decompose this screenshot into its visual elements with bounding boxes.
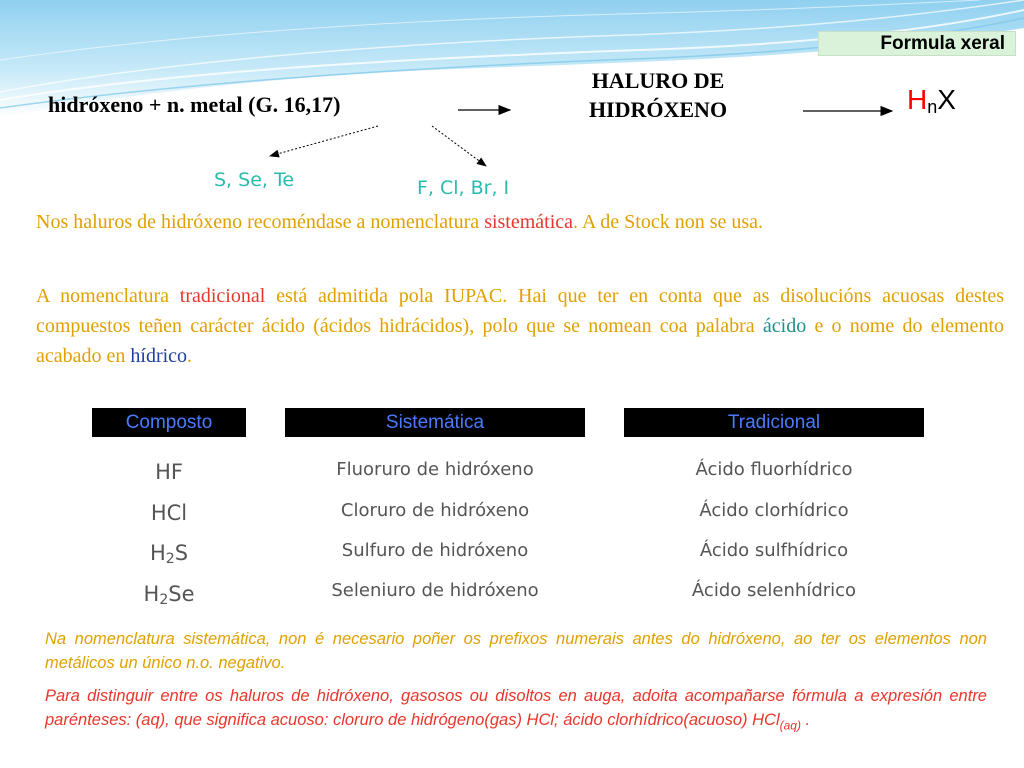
group17-elements: F, Cl, Br, I [417,177,510,199]
cell-traditional: Ácido clorhídrico [699,500,849,521]
formula-x: X [937,84,956,115]
cell-formula: $H_2S$ [149,541,189,567]
cell-traditional: Ácido sulfhídrico [699,540,849,561]
cell-systematic: Fluoruro de hidróxeno [336,459,534,480]
table-header-compound: Composto [92,408,246,437]
formula-badge: Formula xeral [818,31,1016,56]
group16-elements: S, Se, Te [214,169,295,191]
p2-highlight-traditional: tradicional [179,285,266,307]
formula-h: H [907,84,928,115]
p1-text: Nos haluros de hidróxeno recoméndase a nomenclatura [36,211,485,233]
note2-tail: . [800,711,811,729]
paragraph-systematic [36,207,1004,237]
paragraph-traditional [36,281,1004,371]
general-formula [907,84,956,118]
p2-text-mid2: e o nome do elemento acabado en [36,315,1004,367]
reaction-reactants: hidróxeno + n. metal (G. 16,17) [48,92,341,117]
table-header-systematic: Sistemática [285,408,585,437]
cell-traditional: Ácido selenhídrico [691,580,857,601]
dotted-arrow-group17 [432,126,486,166]
formula-n: n [927,97,938,117]
note2-sub: (aq) [779,718,801,733]
cell-systematic: Sulfuro de hidróxeno [341,540,529,561]
dotted-arrow-group16 [270,126,378,156]
p2-text-mid: está admitida pola IUPAC. Hai que ter en conta que as disolucións acuosas destes compuestos teñen carácter ácido (ácidos hidrácidos), polo que se nomean coa palabra [36,285,1004,337]
table-header-traditional: Tradicional [624,408,924,437]
p2-text-end: . [187,345,193,367]
p1-text-end: . A de Stock non se usa. [573,211,764,233]
cell-formula: HCl [150,501,188,525]
cell-systematic: Seleniuro de hidróxeno [331,580,539,601]
p2-highlight-acido: ácido [762,315,807,337]
cell-formula: HF [155,460,183,484]
product-line1: HALURO DE [591,68,725,93]
cell-formula: $H_2Se$ [143,582,195,608]
note-aqueous [45,684,987,737]
cell-systematic: Cloruro de hidróxeno [340,500,530,521]
product-name [548,66,768,124]
cell-traditional: Ácido fluorhídrico [695,459,853,480]
product-line2: HIDRÓXENO [588,97,728,122]
p1-highlight: sistemática [484,211,574,233]
note2-text: Para distinguir entre os haluros de hidróxeno, gasosos ou disoltos en auga, adoita acompañarse fórmula a expresión entre parénteses: (aq), que significa acuoso: cloruro de hidrógeno(gas) HCl; ácido clorhídrico(acuoso) HCl [45,687,987,729]
note-systematic: Na nomenclatura sistemática, non é necesario poñer os prefixos numerais antes do hidróxeno, ao ter os elementos non metálicos un único n.o. negativo. [45,630,987,672]
p2-text: A nomenclatura [36,285,180,307]
p2-highlight-hidrico: hídrico [130,345,188,367]
